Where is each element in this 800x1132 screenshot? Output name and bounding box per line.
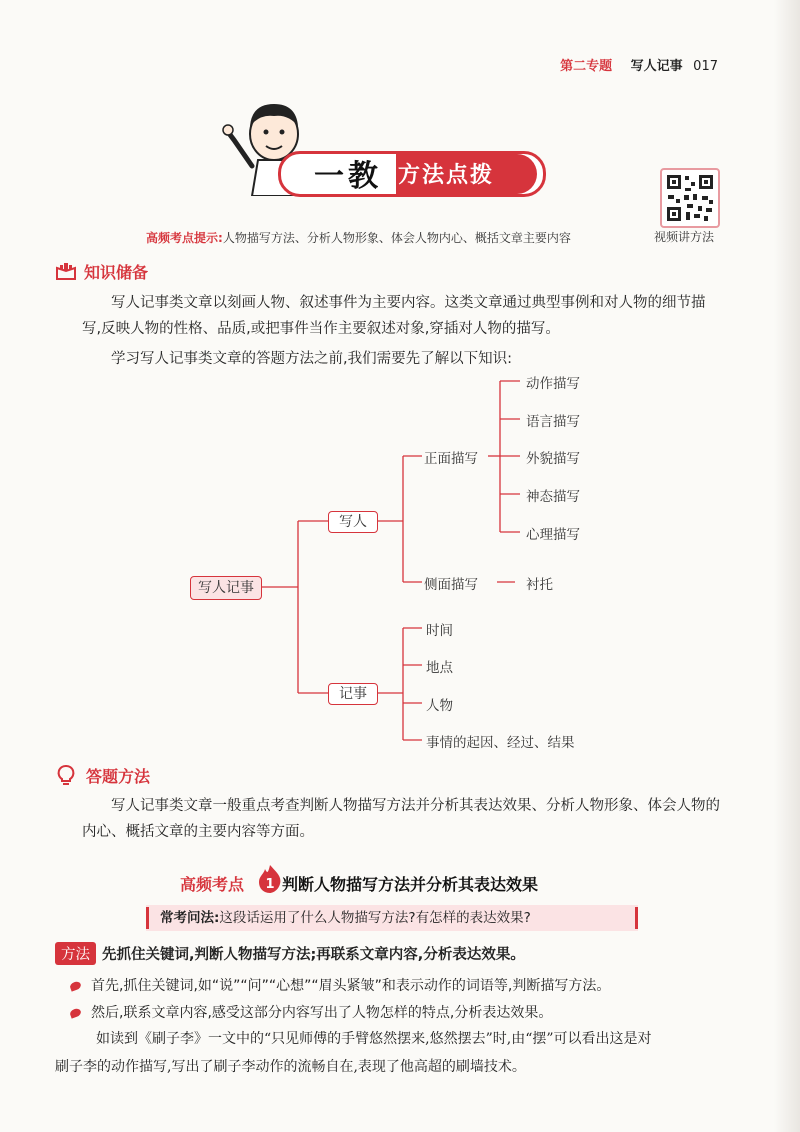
lightbulb-icon — [56, 764, 76, 786]
event-leaf: 事情的起因、经过、结果 — [426, 735, 575, 751]
banner-subtitle: 方法点拨 — [398, 163, 495, 188]
knowledge-intro: 学习写人记事类文章的答题方法之前,我们需要先了解以下知识: — [111, 351, 512, 367]
bullet-item — [70, 975, 610, 995]
common-question — [146, 905, 638, 931]
question-bar-right — [635, 907, 638, 929]
page-number: 017 — [693, 59, 718, 74]
bullet-item — [70, 1002, 552, 1022]
chapter-label: 第二专题 — [560, 59, 613, 74]
flame-number-icon — [256, 864, 284, 894]
exam-tip-text: 人物描写方法、分析人物形象、体会人物内心、概括文章主要内容 — [222, 231, 571, 245]
section-label: 写人记事 — [630, 59, 683, 74]
bullet-icon — [69, 980, 82, 991]
example-line-2: 刷子李的动作描写,写出了刷子李动作的流畅自在,表现了他高超的刷墙技术。 — [55, 1059, 526, 1075]
keypoint-title: 判断人物描写方法并分析其表达效果 — [282, 875, 539, 894]
question-text: 这段话运用了什么人物描写方法?有怎样的表达效果? — [219, 910, 531, 926]
event-leaf: 时间 — [426, 623, 453, 639]
section-title-knowledge: 知识储备 — [84, 263, 149, 282]
question-label: 常考问法: — [160, 910, 220, 926]
side-description: 侧面描写 — [424, 577, 478, 593]
keypoint-label: 高频考点 — [180, 875, 245, 894]
section-title-method: 答题方法 — [86, 767, 151, 786]
front-leaf: 语言描写 — [526, 414, 580, 430]
question-text-wrap — [160, 905, 531, 931]
event-leaf: 地点 — [426, 660, 453, 676]
mind-map-person: 写人 — [328, 511, 378, 533]
keypoint-heading — [180, 872, 538, 895]
method-paragraph: 写人记事类文章一般重点考查判断人物描写方法并分析其表达效果、分析人物形象、体会人物的内心、概括文章的主要内容等方面。 — [82, 798, 720, 840]
keypoint-number: 1 — [265, 877, 275, 892]
example-line-1: 如读到《刷子李》一文中的“只见师傅的手臂悠然摆来,悠然摆去”时,由“摆”可以看出这是对 — [96, 1031, 652, 1047]
bullet-text: 首先,抓住关键词,如“说”“问”“心想”“眉头紧皱”和表示动作的词语等,判断描写方法。 — [91, 978, 611, 994]
banner-title: 一教 — [314, 159, 382, 194]
mind-map-event: 记事 — [328, 683, 378, 705]
front-leaf: 心理描写 — [526, 527, 580, 543]
method-tag: 方法 — [55, 942, 96, 965]
knowledge-paragraph: 写人记事类文章以刻画人物、叙述事件为主要内容。这类文章通过典型事例和对人物的细节描写,反映人物的性格、品质,或把事件当作主要叙述对象,穿插对人物的描写。 — [82, 295, 706, 337]
front-leaf: 神态描写 — [526, 489, 580, 505]
bullet-icon — [69, 1007, 82, 1018]
method-line — [55, 942, 525, 965]
mind-map-root: 写人记事 — [190, 576, 262, 600]
front-leaf: 外貌描写 — [526, 451, 580, 467]
qr-caption: 视频讲方法 — [654, 230, 715, 244]
side-leaf-contrast: 衬托 — [526, 577, 553, 593]
method-text: 先抓住关键词,判断人物描写方法;再联系文章内容,分析表达效果。 — [102, 947, 525, 963]
exam-tip-label: 高频考点提示: — [146, 231, 223, 245]
front-leaf: 动作描写 — [526, 376, 580, 392]
bullet-text: 然后,联系文章内容,感受这部分内容写出了人物怎样的特点,分析表达效果。 — [91, 1005, 553, 1021]
question-bar-left — [146, 907, 149, 929]
event-leaf: 人物 — [426, 698, 453, 714]
front-description: 正面描写 — [424, 451, 478, 467]
